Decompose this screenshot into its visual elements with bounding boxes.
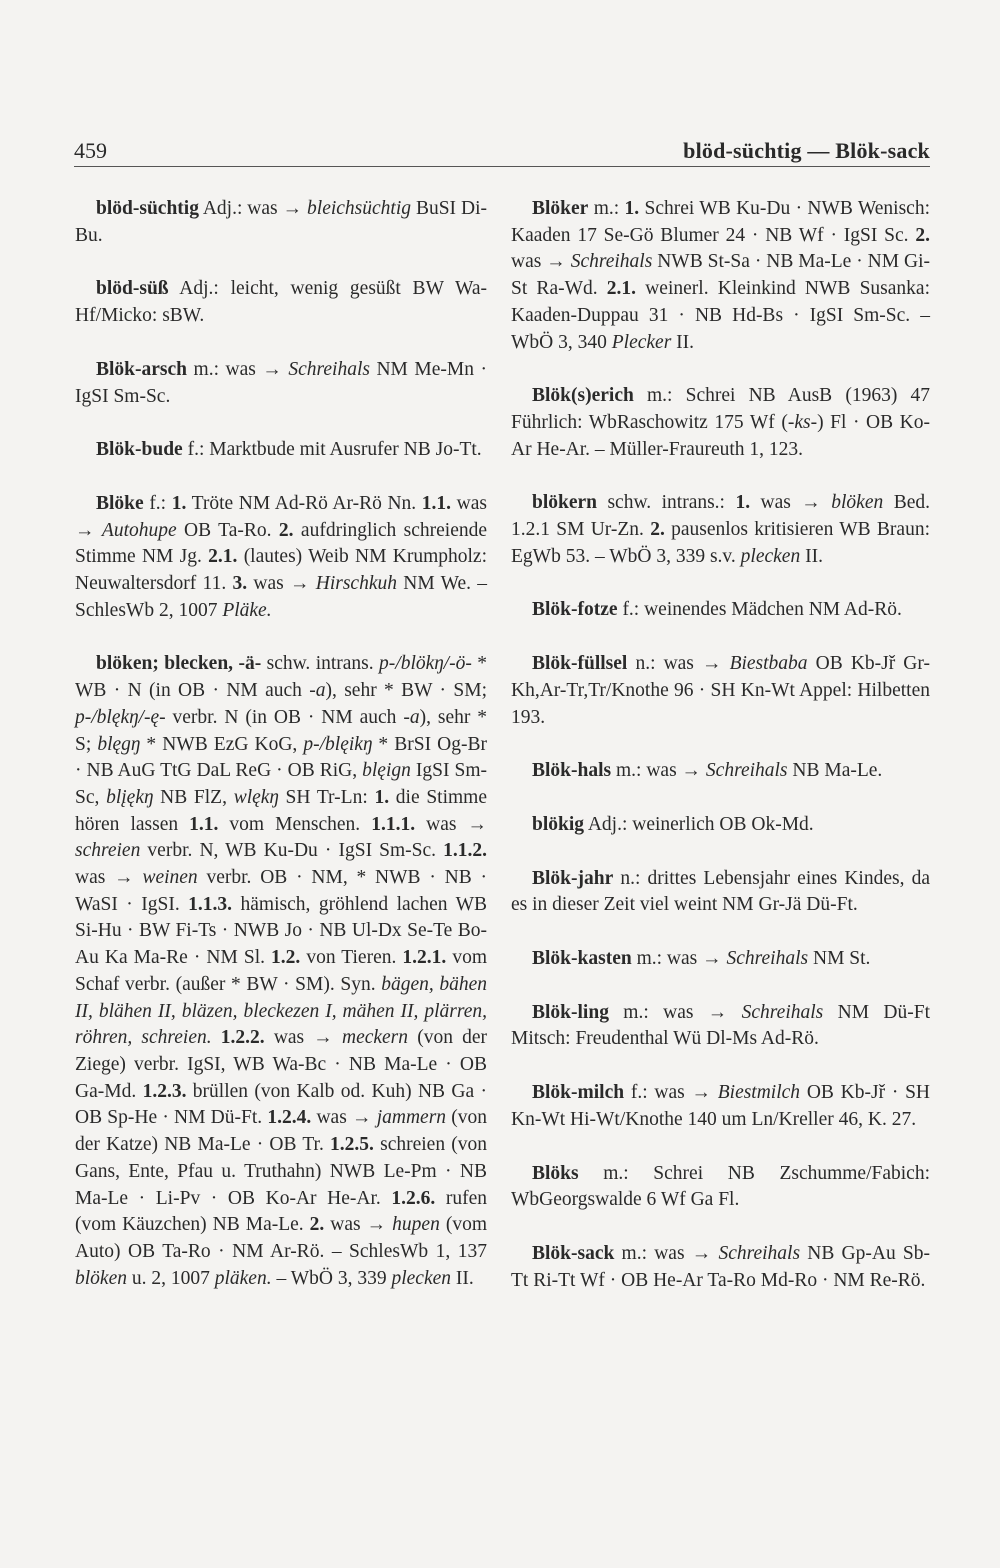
entry-text: NM Me-Mn · IgSI Sm-Sc. <box>75 358 487 407</box>
entry-headword: Blök-jahr <box>532 867 614 889</box>
sense-number: 1.2.2. <box>220 1027 265 1049</box>
running-head: blöd-süchtig — Blök-sack <box>683 138 930 163</box>
entry-italic-text: pläken. <box>214 1267 272 1289</box>
entry-headword: Blök-bude <box>96 439 183 461</box>
dictionary-entry <box>75 357 487 410</box>
dictionary-entry <box>75 196 487 249</box>
entry-italic-text: -ks- <box>787 411 818 433</box>
entry-italic-text: Biestmilch <box>717 1082 801 1104</box>
entry-text: * BrSI Og-Br · NB AuG TtG DaL ReG · OB RiG, <box>75 733 487 782</box>
entry-text: was → <box>415 813 487 835</box>
entry-text: – WbÖ 3, 339 <box>271 1267 392 1289</box>
entry-headword: Blök-füllsel <box>532 653 628 675</box>
entry-italic-text: plecken <box>391 1267 452 1289</box>
entry-text: f.: weinendes Mädchen NM Ad-Rö. <box>617 599 902 621</box>
entry-headword: Blöke <box>96 492 144 514</box>
sense-number: 1.2.6. <box>391 1187 436 1209</box>
entry-text: vom Menschen. <box>218 813 372 835</box>
entry-text: Schrei WB Ku-Du · NWB Wenisch: Kaaden 17 Se-Gö Blumer 24 · NB Wf · IgSI Sc. <box>511 198 930 246</box>
entry-text: NM We. – SchlesWb 2, 1007 <box>75 573 488 621</box>
entry-text: weinerl. Kleinkind NWB Susanka: Kaaden-Duppau 31 · NB Hd-Bs · IgSI Sm-Sc. – WbÖ 3, 340 <box>511 278 930 353</box>
entry-text: schreien (von Gans, Ente, Pfau u. Truthahn) NWB Le-Pm · NB Ma-Le · Li-Pv · OB Ko-Ar He-Ar. <box>75 1134 487 1209</box>
entry-italic-text: Schreihals <box>741 1001 824 1023</box>
entry-headword: blöd-süß <box>96 278 169 300</box>
sense-number: 2. <box>915 224 930 246</box>
entry-text: m.: was → <box>611 760 706 782</box>
entry-text: was → <box>247 573 316 595</box>
dictionary-entry <box>511 597 930 624</box>
dictionary-entry <box>511 812 930 839</box>
entry-text: Bed. 1.2.1 SM Ur-Zn. <box>511 492 930 541</box>
entry-italic-text: -a <box>309 680 326 702</box>
entry-text: * WB · N (in OB · NM auch <box>75 653 487 702</box>
entry-italic-text: weinen <box>142 867 198 889</box>
entry-headword: Blök-milch <box>532 1082 625 1104</box>
entry-text: was → <box>311 1107 377 1129</box>
sense-number: 2. <box>278 519 294 541</box>
entry-text: schw. intrans.: <box>597 492 736 514</box>
sense-number: 2. <box>650 519 665 541</box>
entry-headword: blöd-süchtig <box>96 198 199 219</box>
sense-number: 1.1.2. <box>443 840 487 862</box>
entry-text: f.: <box>143 492 172 514</box>
dictionary-entry <box>511 1080 930 1133</box>
right-column <box>511 196 930 1321</box>
dictionary-entry <box>75 276 487 329</box>
dictionary-entry <box>511 383 930 463</box>
dictionary-entry <box>511 1241 930 1294</box>
entry-text: II. <box>800 545 823 567</box>
entry-text: f.: was → <box>624 1082 718 1104</box>
entry-text: aufdringlich schreiende Stimme NM Jg. <box>75 519 487 568</box>
entry-text <box>212 1027 221 1048</box>
entry-headword: Blöker <box>532 198 589 219</box>
entry-italic-text: Schreihals <box>288 358 370 380</box>
sense-number: 1.2. <box>271 947 301 969</box>
entry-italic-text: -a <box>403 706 420 728</box>
entry-text: IgSI Sm-Sc, <box>75 760 487 808</box>
entry-text: II. <box>451 1267 474 1289</box>
entry-text: m.: <box>588 198 625 219</box>
entry-text: (vom Auto) OB Ta-Ro · NM Ar-Rö. – SchlesWb 1, 137 <box>75 1214 488 1262</box>
sense-number: 1.1. <box>421 492 452 514</box>
entry-headword: Blök-ling <box>532 1001 609 1023</box>
entry-italic-text: p-/blęikŋ <box>303 733 373 755</box>
entry-text: m.: was → <box>608 1001 742 1023</box>
entry-text: n.: was → <box>627 653 730 675</box>
page-header <box>74 136 930 167</box>
entry-headword: Blök-kasten <box>532 948 632 970</box>
entry-headword: blökig <box>532 813 585 835</box>
entry-text: verbr. N (in OB · NM auch <box>165 706 404 728</box>
entry-text: u. 2, 1007 <box>126 1267 215 1289</box>
entry-text: NB FlZ, <box>153 786 234 808</box>
dictionary-entry <box>511 196 930 356</box>
entry-text: (von der Katze) NB Ma-Le · OB Tr. <box>75 1107 488 1156</box>
entry-text: vom Schaf verbr. (außer * BW · SM). Syn. <box>75 947 487 995</box>
entry-text: NB Ma-Le. <box>787 760 883 782</box>
entry-headword: Blöks <box>532 1162 579 1184</box>
entry-text: m.: Schrei NB AusB (1963) 47 Führlich: WbRaschowitz 175 Wf ( <box>511 385 930 433</box>
entry-italic-text: jammern <box>376 1107 447 1129</box>
entry-headword: Blök-fotze <box>532 599 618 621</box>
entry-text: Tröte NM Ad-Rö Ar-Rö Nn. <box>186 492 422 514</box>
entry-text: NM Dü-Ft Mitsch: Freudenthal Wü Dl-Ms Ad-Rö. <box>511 1001 930 1050</box>
entry-headword: blökern <box>532 492 598 514</box>
entry-italic-text: bleichsüchtig <box>307 198 412 219</box>
entry-italic-text: blįękŋ <box>106 786 154 808</box>
page-number: 459 <box>74 138 107 163</box>
sense-number: 1. <box>735 492 751 514</box>
entry-italic-text: blęign <box>362 760 411 782</box>
entry-text: * NWB EzG KoG, <box>140 733 304 755</box>
entry-text: verbr. OB · NM, * NWB · NB · WaSI · IgSI. <box>75 867 488 915</box>
entry-text: brüllen (von Kalb od. Kuh) NB Ga · OB Sp-He · NM Dü-Ft. <box>75 1080 487 1129</box>
entry-text: BuSI Di-Bu. <box>75 198 487 246</box>
entry-text: II. <box>671 331 695 353</box>
entry-italic-text: Autohupe <box>101 519 177 541</box>
entry-text: die Stimme hören lassen <box>75 786 488 835</box>
sense-number: 2.1. <box>606 278 637 300</box>
entry-italic-text: meckern <box>341 1027 409 1049</box>
entry-italic-text: p-/blökŋ/-ö- <box>379 653 472 675</box>
entry-italic-text: bägen, bähen II, blähen II, bläzen, bleckezen I, mähen II, plärren, röhren, schreien. <box>75 973 487 1049</box>
dictionary-entry <box>511 946 930 973</box>
dictionary-entry <box>75 651 487 1292</box>
entry-headword: Blök-arsch <box>96 358 188 380</box>
entry-italic-text: Biestbaba <box>729 653 808 675</box>
dictionary-entry <box>511 1000 930 1053</box>
sense-number: 1.1.1. <box>371 813 416 835</box>
entry-text: was → <box>75 492 487 541</box>
entry-text: (von der Ziege) verbr. IgSI, WB Wa-Bc · NB Ma-Le · OB Ga-Md. <box>75 1027 487 1102</box>
sense-number: 2. <box>309 1214 325 1236</box>
entry-text: OB Ta-Ro. <box>176 519 279 541</box>
entry-italic-text: Plecker <box>611 331 672 353</box>
sense-number: 1.2.3. <box>142 1080 187 1102</box>
entry-italic-text: wlękŋ <box>233 786 279 808</box>
entry-italic-text: hupen <box>392 1214 440 1236</box>
sense-number: 1.2.5. <box>330 1134 374 1156</box>
entry-italic-text: plecken <box>740 545 801 567</box>
entry-text: verbr. N, WB Ku-Du · IgSI Sm-Sc. <box>140 840 444 862</box>
entry-text: pausenlos kritisieren WB Braun: EgWb 53. – WbÖ 3, 339 s.v. <box>511 519 930 567</box>
dictionary-entry <box>511 1161 930 1214</box>
sense-number: 1.1.3. <box>188 893 233 915</box>
entry-text: m.: was → <box>614 1242 719 1264</box>
left-column <box>75 196 487 1319</box>
entry-text: ) Fl · OB Ko-Ar He-Ar. – Müller-Fraureuth 1, 123. <box>511 411 930 460</box>
entry-headword: Blök-hals <box>532 760 612 782</box>
entry-text: ), sehr * S; <box>75 706 488 755</box>
sense-number: 1.1. <box>189 813 219 835</box>
sense-number: 1.2.4. <box>267 1107 312 1129</box>
entry-text: Adj.: was → <box>198 198 308 219</box>
dictionary-entry <box>511 758 930 785</box>
entry-text: rufen (vom Käuzchen) NB Ma-Le. <box>75 1187 487 1236</box>
entry-text: was → <box>324 1214 393 1236</box>
entry-text: OB Kb-Jř · SH Kn-Wt Hi-Wt/Knothe 140 um Ln/Kreller 46, K. 27. <box>511 1082 930 1130</box>
sense-number: 2.1. <box>208 546 238 568</box>
entry-text: was → <box>75 867 143 889</box>
entry-text: (lautes) Weib NM Krumpholz: Neuwaltersdorf 11. <box>75 546 487 595</box>
entry-italic-text: blöken <box>75 1267 127 1289</box>
entry-text: was → <box>511 251 571 273</box>
dictionary-entry <box>511 866 930 919</box>
entry-italic-text: Hirschkuh <box>315 573 397 595</box>
dictionary-entry <box>511 490 930 570</box>
entry-headword: Blök-sack <box>532 1242 615 1264</box>
entry-text: ), sehr * BW · SM; <box>325 680 487 702</box>
entry-italic-text: blöken <box>831 492 884 514</box>
dictionary-entry <box>75 437 487 464</box>
entry-italic-text: blęgŋ <box>97 733 141 755</box>
entry-text: f.: Marktbude mit Ausrufer NB Jo-Tt. <box>182 439 482 461</box>
dictionary-entry <box>511 651 930 731</box>
entry-italic-text: Schreihals <box>726 948 809 970</box>
sense-number: 1. <box>624 198 640 219</box>
entry-text: n.: drittes Lebensjahr eines Kindes, da es in dieser Zeit viel weint NM Gr-Jä Dü-Ft. <box>511 867 930 916</box>
entry-text: Adj.: leicht, wenig gesüßt BW Wa-Hf/Micko: sBW. <box>75 278 487 327</box>
dictionary-entry <box>75 491 487 625</box>
entry-text: Adj.: weinerlich OB Ok-Md. <box>584 813 814 835</box>
sense-number: 3. <box>232 573 248 595</box>
entry-text: hämisch, gröhlend lachen WB Si-Hu · BW Fi-Ts · NWB Jo · NB Ul-Dx Se-Te Bo-Au Ka Ma-Re · NM Sl. <box>75 893 487 969</box>
entry-text: m.: Schrei NB Zschumme/Fabich: WbGeorgswalde 6 Wf Ga Fl. <box>511 1162 930 1211</box>
entry-headword: Blök(s)erich <box>532 385 634 407</box>
entry-text: OB Kb-Jř Gr-Kh,Ar-Tr,Tr/Knothe 96 · SH Kn-Wt Appel: Hilbetten 193. <box>511 653 930 728</box>
sense-number: 1.2.1. <box>402 947 447 969</box>
entry-text: NWB St-Sa · NB Ma-Le · NM Gi-St Ra-Wd. <box>511 251 931 300</box>
entry-text: SH Tr-Ln: <box>278 786 375 808</box>
entry-text: NB Gp-Au Sb-Tt Ri-Tt Wf · OB He-Ar Ta-Ro Md-Ro · NM Re-Rö. <box>511 1242 930 1291</box>
entry-text: m.: was → <box>631 948 727 970</box>
entry-italic-text: Schreihals <box>718 1242 801 1264</box>
entry-text: was → <box>264 1027 342 1049</box>
entry-text: schw. intrans. <box>261 653 380 675</box>
entry-italic-text: Schreihals <box>705 760 788 782</box>
sense-number: 1. <box>171 492 187 514</box>
entry-text: m.: was → <box>187 358 289 380</box>
entry-italic-text: Schreihals <box>570 251 653 273</box>
entry-italic-text: Pläke. <box>222 599 272 621</box>
entry-text: von Tieren. <box>300 947 403 969</box>
entry-headword: blöken; blecken, -ä- <box>96 653 262 675</box>
entry-italic-text: schreien <box>75 840 141 862</box>
entry-text: NM St. <box>808 948 871 970</box>
entry-italic-text: p-/blękŋ/-ę- <box>75 706 166 728</box>
entry-text: was → <box>750 492 832 514</box>
sense-number: 1. <box>374 786 390 808</box>
